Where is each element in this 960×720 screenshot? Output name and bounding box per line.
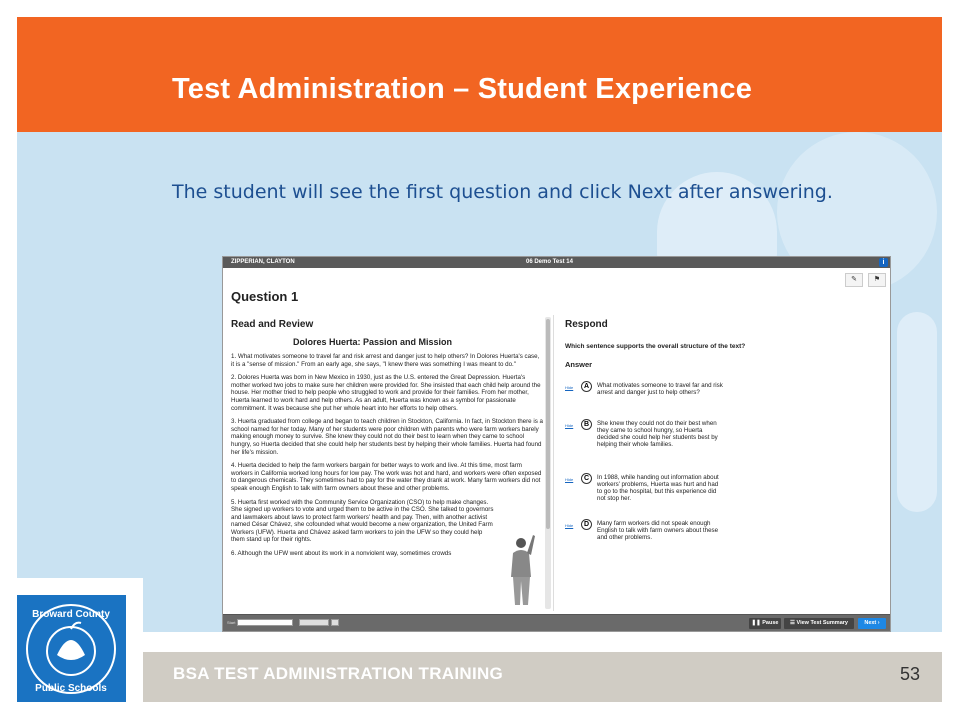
start-field[interactable]	[237, 619, 293, 626]
read-review-heading: Read and Review	[231, 319, 314, 330]
option-letter[interactable]: B	[581, 419, 592, 430]
option-text: Many farm workers did not speak enough English to talk with farm owners about these and other problems.	[597, 520, 719, 541]
question-title: Question 1	[231, 289, 299, 304]
pencil-icon[interactable]: ✎	[845, 273, 863, 287]
footer-label: BSA TEST ADMINISTRATION TRAINING	[173, 664, 504, 683]
option-letter[interactable]: C	[581, 473, 592, 484]
slide-title: Test Administration – Student Experience	[172, 73, 753, 105]
hide-link[interactable]: Hide	[565, 477, 574, 482]
answer-option-d[interactable]	[565, 519, 725, 549]
answer-option-b[interactable]	[565, 419, 725, 459]
scroll-thumb[interactable]	[546, 319, 550, 529]
arrow-right-icon: ›	[877, 620, 880, 626]
status-field	[331, 619, 339, 626]
list-icon: ☰	[790, 620, 795, 626]
passage-scrollbar[interactable]	[545, 317, 551, 609]
summary-label: View Test Summary	[796, 620, 848, 626]
passage-photo	[499, 533, 539, 607]
start-label: Start	[227, 620, 236, 625]
status-field	[299, 619, 329, 626]
pause-label: Pause	[762, 620, 779, 626]
passage-paragraph: 5. Huerta first worked with the Community Service Organization (CSO) to help make changes. She signed up workers to vote and urged them to be active in the CSO. She talked to governors and lawmakers about laws to protect farm workers' health and pay. Then, with another activist named César Chávez, she cofounded what would become a new organization, the United Farm Workers (UFW). Huerta and Chávez asked farm workers to join the UFW so they could help them stand up for their rights.	[231, 498, 494, 544]
flag-icon[interactable]: ⚑	[868, 273, 886, 287]
option-letter[interactable]: A	[581, 381, 592, 392]
option-text: In 1988, while handing out information about workers' problems, Huerta was hurt and had to go to the hospital, but this experience did not stop her.	[597, 474, 719, 502]
pause-button[interactable]	[749, 618, 781, 629]
question-text: Which sentence supports the overall structure of the text?	[565, 343, 746, 350]
option-text: She knew they could not do their best when they came to school hungry, so Huerta decided she could help her students best by helping their whole families.	[597, 420, 718, 448]
answer-option-c[interactable]	[565, 473, 725, 509]
passage-paragraph: 1. What motivates someone to travel far and risk arrest and danger just to help others? In Dolores Huerta's case, it is a "sense of mission." From an early age, she says, "I knew there was something I was meant to do."	[231, 353, 540, 368]
student-name: ZIPPERIAN, CLAYTON	[231, 259, 295, 265]
info-icon[interactable]: i	[879, 258, 888, 267]
passage-title: Dolores Huerta: Passion and Mission	[293, 337, 453, 347]
answer-option-a[interactable]	[565, 381, 725, 411]
title-banner	[17, 17, 942, 132]
option-text: What motivates someone to travel far and risk arrest and danger just to help others?	[597, 382, 723, 396]
passage-paragraph: 4. Huerta decided to help the farm workers bargain for better ways to work and live. At this time, most farm workers in California worked long hours for low pay. The work was hot and hard, and workers were often exposed to dangerous chemicals. They sometimes had to pay for the water they drank at work. Many farm workers did not speak enough English to talk with farm owners about these and other problems.	[231, 462, 542, 492]
hide-link[interactable]: Hide	[565, 523, 574, 528]
next-label: Next	[864, 620, 877, 626]
next-button[interactable]	[858, 618, 886, 629]
passage-text	[231, 353, 543, 611]
footer-bar	[143, 652, 942, 702]
svg-text:Public Schools: Public Schools	[35, 683, 107, 694]
view-test-summary-button[interactable]	[784, 618, 854, 629]
hide-link[interactable]: Hide	[565, 423, 574, 428]
intro-text: The student will see the first question and click Next after answering.	[172, 181, 833, 203]
passage-paragraph: 2. Dolores Huerta was born in New Mexico in 1930, just as the U.S. entered the Great Depression. Huerta's mother worked two jobs to make sure her children were provided for. She insisted that each child help around the house. Her mother tried to help people who struggled to work and provide for their families. From her mother, Huerta learned to work hard and help others. As an adult, Huerta was known as a symbol for passionate commitment. It was because she put her whole heart into her efforts to help others.	[231, 374, 541, 412]
test-name: 06 Demo Test 14	[526, 259, 573, 265]
pause-icon: ❚❚	[751, 620, 761, 626]
respond-heading: Respond	[565, 319, 608, 330]
passage-paragraph: 3. Huerta graduated from college and began to teach children in Stockton, California. In fact, in Stockton there is a school named for her today. Many of her students were poor children with parents who were farm workers barely making enough money to survive. She knew they could not do their best to learn when they came to school hungry, so Huerta decided that she could help her students best by helping their whole families. Huerta had found her life's mission.	[231, 418, 543, 456]
page-number: 53	[899, 664, 920, 684]
hide-link[interactable]: Hide	[565, 385, 574, 390]
logo-icon	[17, 595, 126, 702]
test-app-screenshot	[222, 256, 891, 632]
bottom-toolbar	[223, 614, 891, 631]
decorative-shape	[897, 312, 937, 512]
passage-paragraph: 6. Although the UFW went about its work in a nonviolent way, sometimes crowds	[231, 550, 452, 558]
app-topbar	[223, 257, 890, 268]
option-letter[interactable]: D	[581, 519, 592, 530]
svg-text:Broward County: Broward County	[32, 609, 110, 620]
district-logo	[17, 595, 126, 702]
answer-label: Answer	[565, 360, 593, 369]
pane-divider	[553, 315, 554, 611]
